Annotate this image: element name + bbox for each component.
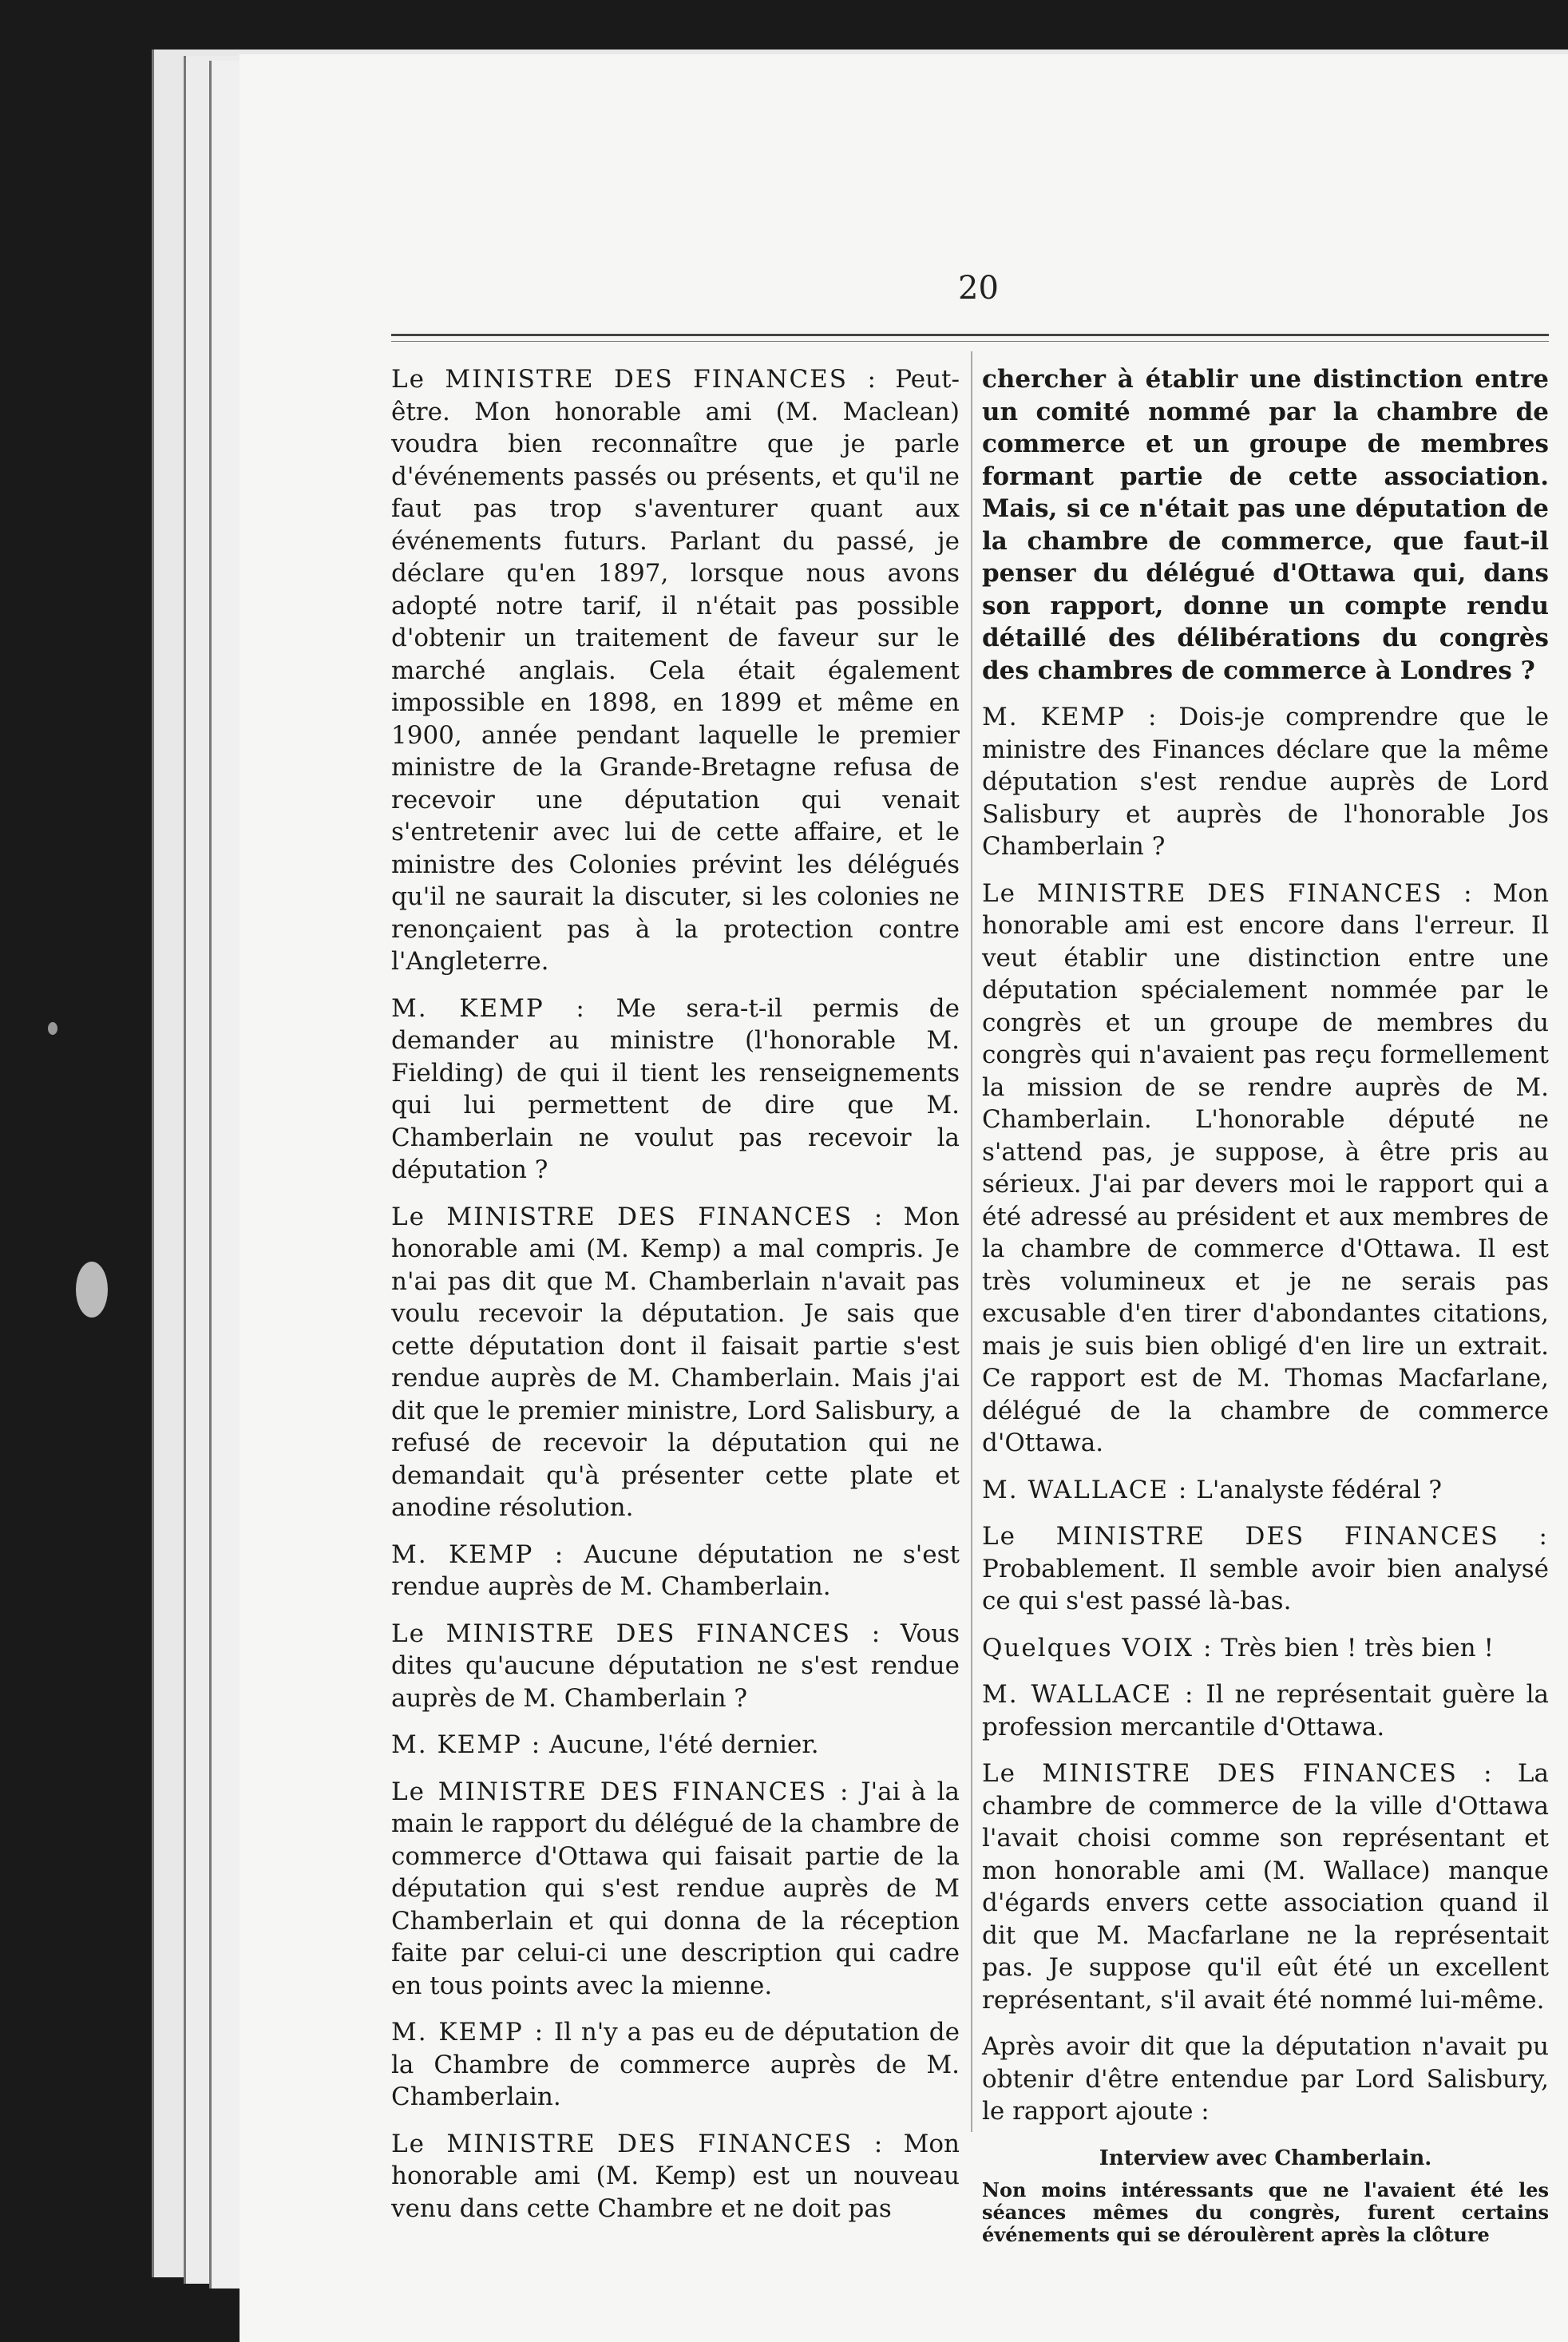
paragraph-text: Mon honorable ami (M. Kemp) est un nouveau venu dans cette Chambre et ne doit pas — [391, 2129, 960, 2223]
paragraph — [391, 1729, 960, 1761]
paragraph-text: La chambre de commerce de la ville d'Ottawa l'avait choisi comme son représentant et mon honorable ami (M. Wallace) manque d'égards envers cette association quand il dit que M. Macfarlane ne la représentait pas. Je suppose qu'il eût été un excellent représentant, s'il avait été nommé lui-même. — [982, 1759, 1549, 2015]
paragraph — [982, 2031, 1549, 2128]
paragraph — [982, 1757, 1549, 2016]
paragraph-text: J'ai à la main le rapport du délégué de la chambre de commerce d'Ottawa qui faisait partie de la députation qui s'est rendue auprès de M Chamberlain et qui donna de la réception faite par celui-ci une description qui cadre en tous points avec la mienne. — [391, 1777, 960, 2000]
paragraph-text: Après avoir dit que la députation n'avait pu obtenir d'être entendue par Lord Salisbury, le rapport ajoute : — [982, 2032, 1549, 2126]
paragraph — [391, 363, 960, 978]
paragraph-text: Il n'y a pas eu de députation de la Chambre de commerce auprès de M. Chamberlain. — [391, 2018, 960, 2111]
speaker: M. KEMP : — [982, 703, 1158, 731]
speaker: Le MINISTRE DES FINANCES : — [391, 2129, 885, 2158]
speaker: Quelques VOIX : — [982, 1633, 1214, 1662]
paragraph — [391, 2016, 960, 2114]
paragraph-text: Probablement. Il semble avoir bien analysé ce qui s'est passé là-bas. — [982, 1554, 1549, 1615]
speaker: M. KEMP : — [391, 2018, 545, 2047]
paragraph-text: Aucune, l'été dernier. — [541, 1730, 819, 1759]
paragraph-text: Peut-être. Mon honorable ami (M. Maclean) voudra bien reconnaître que je parle d'événements passés ou présents, et qu'il ne faut pas trop s'aventurer quant aux événements futurs. Parlant du passé, je déclare qu'en 1897, lorsque nous avons adopté notre tarif, il n'était pas possible d'obtenir un traitement de faveur sur le marché anglais. Cela était également impossible en 1898, en 1899 et même en 1900, année pendant laquelle le premier ministre de la Grande-Bretagne refusa de recevoir une députation qui venait s'entretenir avec lui de cette affaire, et le ministre des Colonies prévint les délégués qu'il ne saurait la discuter, si les colonies ne renonçaient pas à la protection contre l'Angleterre. — [391, 365, 960, 976]
paragraph — [982, 878, 1549, 1460]
paragraph-text: L'analyste fédéral ? — [1188, 1475, 1442, 1504]
right-column — [982, 363, 1549, 2246]
paragraph — [982, 363, 1549, 687]
paragraph — [982, 1632, 1549, 1665]
quote-text: Non moins intéressants que ne l'avaient été les séances mêmes du congrès, furent certains événements qui se déroulèrent après la clôture — [982, 2178, 1549, 2246]
paragraph-text: chercher à établir une distinction entre un comité nommé par la chambre de commerce et un groupe de membres formant partie de cette association. Mais, si ce n'était pas une députation de la chambre de commerce, que faut-il penser du délégué d'Ottawa qui, dans son rapport, donne un compte rendu détaillé des délibérations du congrès des chambres de commerce à Londres ? — [982, 365, 1549, 685]
speaker: Le MINISTRE DES FINANCES : — [391, 365, 877, 394]
speaker: Le MINISTRE DES FINANCES : — [982, 1522, 1549, 1551]
paragraph-text: Me sera-t-il permis de demander au ministre (l'honorable M. Fielding) de qui il tient les renseignements qui lui permettent de dire que M. Chamberlain ne voulut pas recevoir la députation ? — [391, 993, 960, 1184]
paragraph-text: Dois-je comprendre que le ministre des Finances déclare que la même députation s'est rendue auprès de Lord Salisbury et auprès de l'honorable Jos Chamberlain ? — [982, 703, 1549, 861]
left-column — [391, 363, 960, 2239]
paragraph — [391, 993, 960, 1187]
speaker: Le MINISTRE DES FINANCES : — [391, 1777, 850, 1806]
speaker: Le MINISTRE DES FINANCES : — [391, 1202, 885, 1231]
page-number: 20 — [958, 270, 999, 307]
paragraph-text: Mon honorable ami (M. Kemp) a mal compris. Je n'ai pas dit que M. Chamberlain n'avait pas voulu recevoir la députation. Je sais que cette députation dont il faisait partie s'est rendue auprès de M. Chamberlain. Mais j'ai dit que le premier ministre, Lord Salisbury, a refusé de recevoir la députation qui ne demandait qu'à présenter cette plate et anodine résolution. — [391, 1202, 960, 1522]
paragraph — [391, 2128, 960, 2225]
paragraph — [982, 1520, 1549, 1618]
paragraph — [982, 1474, 1549, 1507]
paragraph-text: Vous dites qu'aucune députation ne s'est rendue auprès de M. Chamberlain ? — [391, 1619, 960, 1713]
subheading: Interview avec Chamberlain. — [1099, 2146, 1432, 2170]
column-divider — [971, 351, 972, 2132]
paragraph-text: Il ne représentait guère la profession mercantile d'Ottawa. — [982, 1680, 1549, 1742]
paragraph — [391, 1618, 960, 1715]
paragraph — [982, 701, 1549, 863]
paragraph — [391, 1539, 960, 1603]
dust-speck — [76, 1262, 108, 1318]
speaker: Le MINISTRE DES FINANCES : — [982, 878, 1474, 908]
speaker: Le MINISTRE DES FINANCES : — [391, 1619, 882, 1648]
speaker: Le MINISTRE DES FINANCES : — [982, 1759, 1494, 1788]
dust-speck — [48, 1022, 57, 1035]
paragraph — [391, 1201, 960, 1524]
speaker: M. KEMP : — [391, 1540, 565, 1569]
paragraph-text: Mon honorable ami est encore dans l'erreur. Il veut établir une distinction entre une députation spécialement nommée par le congrès et un groupe de membres du congrès qui n'avaient pas reçu formellement la mission de se rendre auprès de M. Chamberlain. L'honorable député ne s'attend pas, je suppose, à être pris au sérieux. J'ai par devers moi le rapport qui a été adressé au président et aux membres de la chambre de commerce d'Ottawa. Il est très volumineux et je ne serais pas excusable d'en tirer d'abondantes citations, mais je suis bien obligé d'en lire un extrait. Ce rapport est de M. Thomas Macfarlane, délégué de la chambre de commerce d'Ottawa. — [982, 878, 1549, 1457]
paragraph-text: Aucune députation ne s'est rendue auprès de M. Chamberlain. — [391, 1540, 960, 1601]
paragraph — [982, 1678, 1549, 1743]
header-rule — [391, 334, 1549, 342]
paragraph-text: Très bien ! très bien ! — [1213, 1633, 1494, 1662]
speaker: M. KEMP : — [391, 993, 586, 1023]
speaker: M. KEMP : — [391, 1730, 542, 1759]
speaker: M. WALLACE : — [982, 1680, 1195, 1709]
speaker: M. WALLACE : — [982, 1475, 1189, 1504]
paragraph — [391, 1776, 960, 2003]
